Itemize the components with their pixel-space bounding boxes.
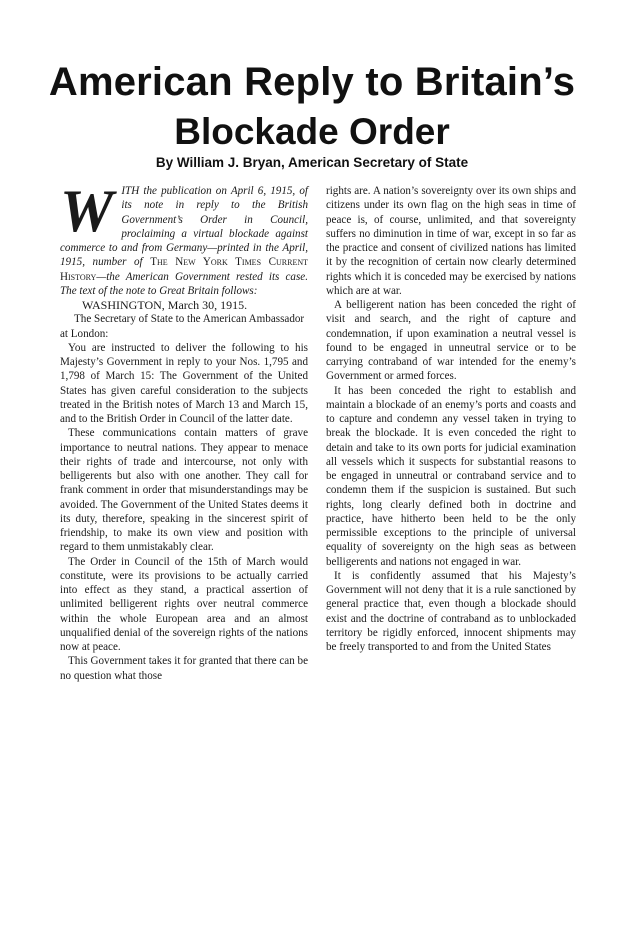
body-paragraph: A belligerent nation has been conceded the right of visit and search, and the right of capture and condemnation, if upon examination a neutral vessel is found to be engaged in unneutral service or to be carrying contraband of war intended for the enemy’s Government or armed forces.: [326, 299, 576, 383]
left-column: [60, 178, 308, 683]
body-paragraph: The Order in Council of the 15th of March would constitute, were its provisions to be actually carried into effect as they stand, a practical assertion of unlimited belligerent rights over neutral commerce within the whole European area and an almost unqualified denial of the sovereign rights of the nations now at peace.: [60, 555, 308, 653]
body-paragraph: These communications contain matters of grave importance to neutral nations. They appear to menace their rights of trade and intercourse, not only with belligerents but also with one another. They call for frank comment in order that misunderstandings may be avoided. The Government of the United States deems it its duty, therefore, speaking in the sincerest spirit of friendship, to make its own view and position with regard to them unmistakably clear.: [60, 427, 308, 554]
intro-text-1: ITH the publication on April 6, 1915, of its note in reply to the British Government’s Order in Council, proclaiming a virtual blockade against commerce to and from Germany—printed in the April, 1915, number of: [60, 185, 308, 269]
body-paragraph: It is confidently assumed that his Majesty’s Government will not deny that it is a rule sanctioned by general practice that, even though a blockade should exist and the doctrine of contraband as to unblockaded territory be rigidly enforced, innocent shipments may be freely transported to and from the United States: [326, 569, 576, 653]
dateline: WASHINGTON, March 30, 1915.: [82, 298, 248, 312]
article-title-line2: Blockade Order: [174, 111, 450, 152]
body-paragraph: You are instructed to deliver the following to his Majesty’s Government in reply to your Nos. 1,795 and 1,798 of March 15: The Government of the United States has given careful consideration to the subjects treated in the British notes of March 13 and March 15, and to the British Order in Council of the latter date.: [60, 341, 308, 425]
body-paragraph: It has been conceded the right to establish and maintain a blockade of an enemy’s ports and coasts and to capture and condemn any vessel taken in trying to break the blockade. It is even conceded the right to detain and take to its own ports for judicial examination all vessels which it suspects for substantial reasons to be engaged in unneutral or contraband service and to condemn them if the suspicion is sustained. But such rights, long clearly defined both in doctrine and practice, have hitherto been held to be the only permissible exceptions to the principle of universal equality of sovereignty on the high seas as between belligerents and nations not engaged in war.: [326, 384, 576, 568]
editorial-intro: [60, 178, 308, 298]
addressee: The Secretary of State to the American Ambassador at London:: [60, 313, 305, 340]
intro-text-2: —the American Government rested its case. The text of the note to Great Britain follows:: [60, 270, 308, 297]
byline: By William J. Bryan, American Secretary of State: [155, 155, 469, 170]
drop-cap: W: [60, 178, 114, 244]
intro-publication-name: The New York Times Current History: [60, 256, 308, 283]
body-paragraph: rights are. A nation’s sovereignty over its own ships and citizens under its own flag on the high seas in time of peace is, of course, unlimited, and that sovereignty suffers no diminution in time of war, except in so far as the practice and consent of civilized nations has limited it by the recognition of certain now clearly determined rights which it is conceded may be exercised by nations which are at war.: [326, 185, 576, 297]
article-title-line1: American Reply to Britain’s: [48, 60, 576, 104]
body-paragraph: This Government takes it for granted that there can be no question what those: [60, 655, 308, 682]
right-column: [326, 184, 576, 654]
